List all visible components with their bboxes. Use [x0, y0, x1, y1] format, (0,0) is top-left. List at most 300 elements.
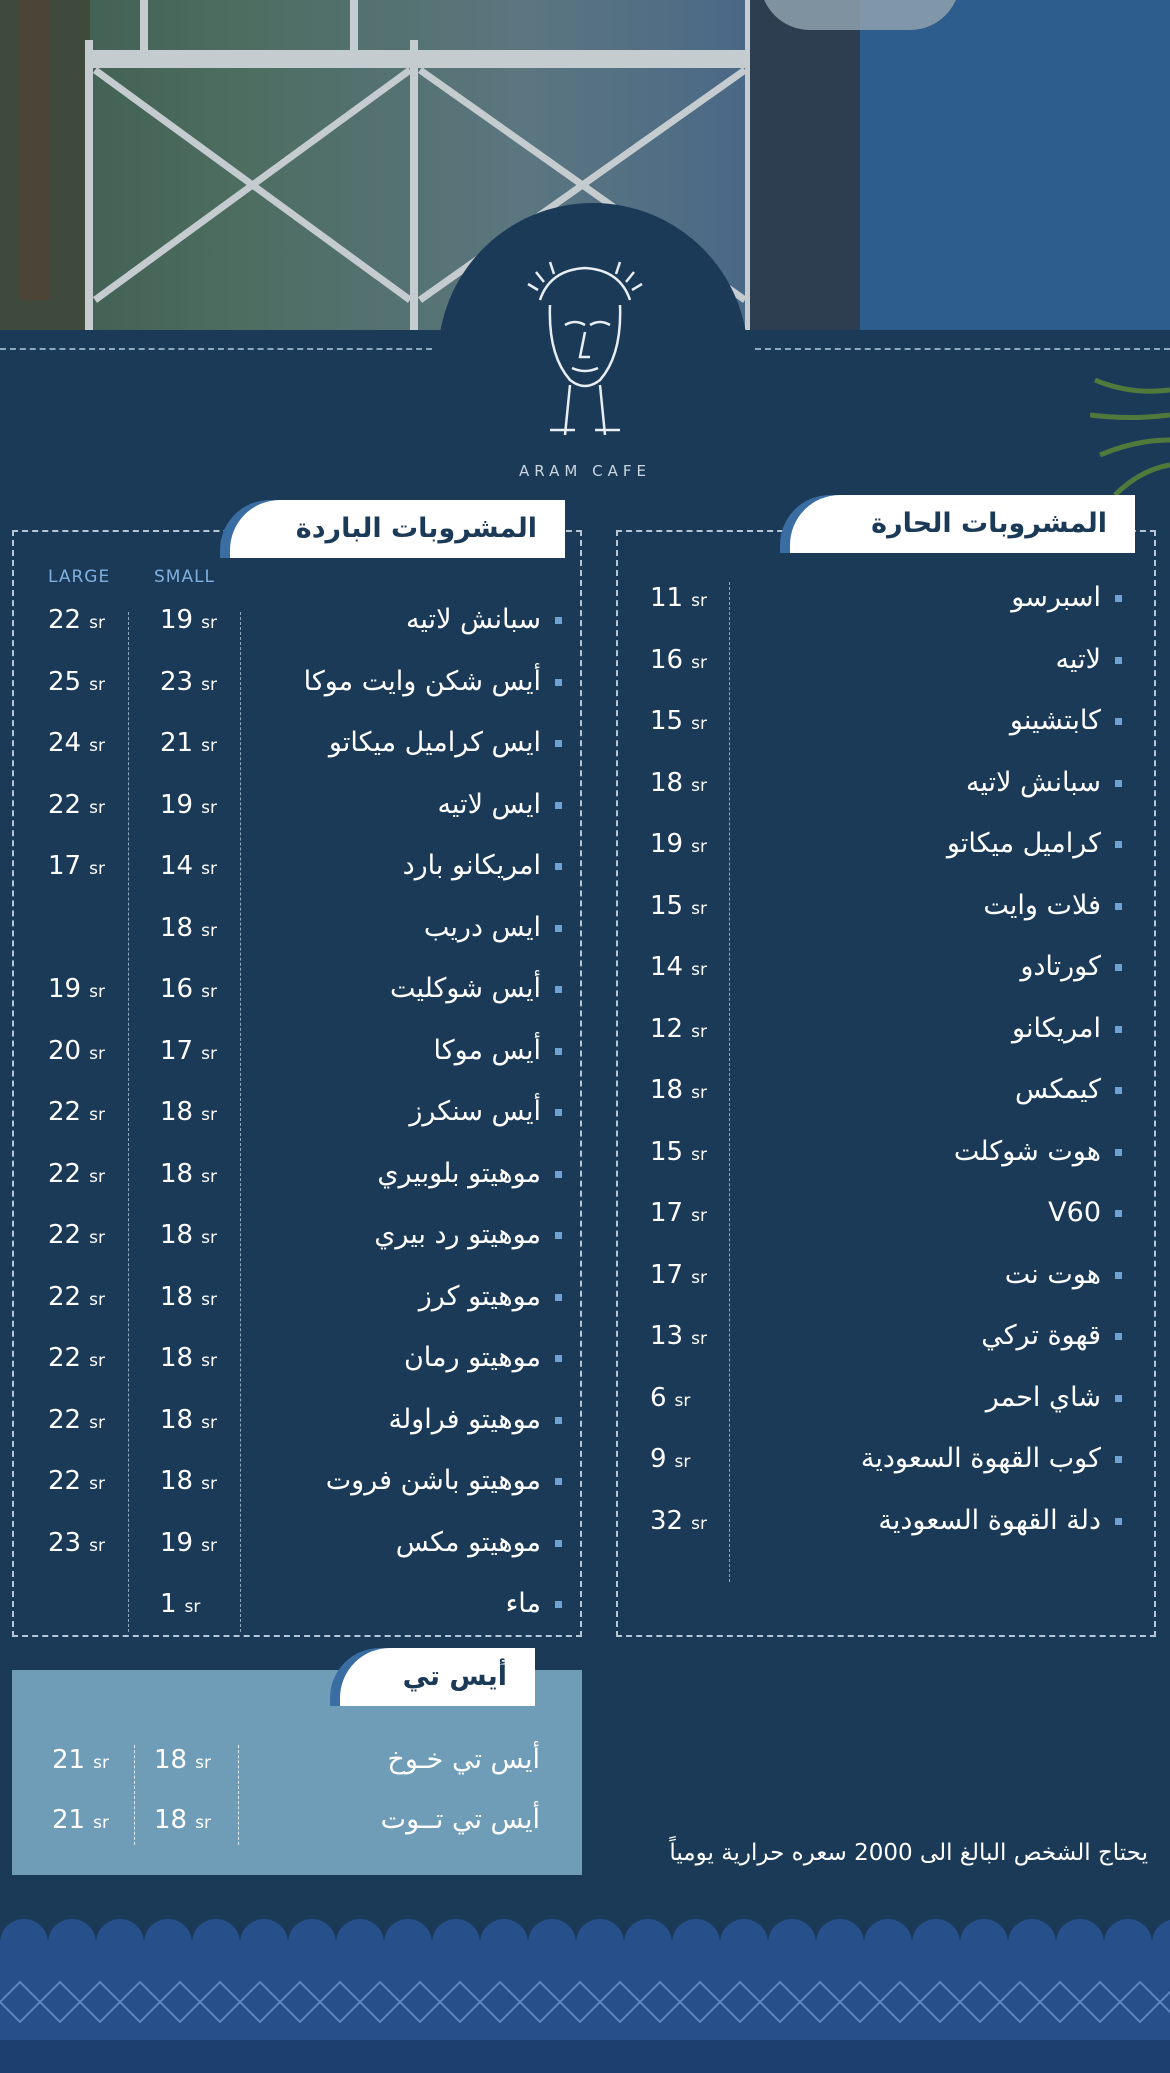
price-number: 15 [650, 1136, 684, 1167]
currency-label: sr [201, 1474, 217, 1494]
menu-item-name [947, 824, 1122, 864]
price-value [650, 1316, 707, 1356]
currency-label: sr [201, 1535, 217, 1556]
price-number: 18 [154, 1745, 188, 1775]
item-label: كورتادو [1020, 951, 1101, 982]
menu-item-name [409, 1092, 562, 1132]
bullet-icon [1115, 780, 1122, 787]
price-value [154, 1740, 211, 1780]
price-number: 18 [160, 1281, 194, 1312]
currency-label: sr [89, 1166, 105, 1187]
menu-item-row [30, 846, 562, 886]
menu-item-name [390, 969, 562, 1009]
price-value [48, 1523, 105, 1563]
menu-item-name [329, 723, 562, 763]
lamp-shade [760, 0, 960, 30]
currency-label: sr [184, 1597, 201, 1617]
menu-item-name [986, 1378, 1122, 1418]
price-value [52, 1740, 109, 1780]
top-divider-right [755, 348, 1170, 350]
price-value [48, 969, 105, 1009]
item-label: اسبرسو [1011, 582, 1101, 613]
menu-item-name [406, 600, 562, 640]
menu-item-name [304, 662, 562, 702]
price-value [160, 1031, 217, 1071]
bullet-icon [555, 679, 562, 686]
item-label: دلة القهوة السعودية [878, 1504, 1101, 1536]
menu-item-row [30, 723, 562, 763]
bullet-icon [1115, 841, 1122, 848]
price-value [52, 1800, 109, 1840]
price-value [48, 1400, 105, 1440]
item-label: كيمكس [1015, 1074, 1101, 1105]
currency-label: sr [89, 982, 105, 1002]
menu-item-row [40, 1740, 540, 1780]
currency-label: sr [691, 1206, 707, 1226]
item-label: كابتشينو [1009, 705, 1101, 736]
bullet-icon [1115, 1210, 1122, 1217]
price-number: 22 [48, 1158, 82, 1189]
price-value [160, 723, 217, 763]
price-value [160, 1461, 217, 1501]
currency-label: sr [691, 837, 707, 857]
menu-item-name [1010, 701, 1122, 741]
price-number: 14 [650, 952, 684, 982]
calorie-note: يحتاج الشخص البالغ الى 2000 سعره حرارية يومياً [669, 1840, 1148, 1866]
bullet-icon [555, 1417, 562, 1424]
menu-item-row [640, 824, 1122, 864]
price-value [48, 1461, 105, 1501]
price-value [160, 785, 217, 825]
price-value [650, 1501, 707, 1541]
bullet-icon [1115, 595, 1122, 602]
menu-item-name: أيس تي تــوت [380, 1804, 540, 1835]
price-number: 14 [160, 851, 194, 881]
menu-item-row [640, 701, 1122, 741]
price-value [48, 785, 105, 825]
currency-label: sr [201, 859, 217, 879]
menu-item-row [640, 640, 1122, 680]
menu-item-row [640, 763, 1122, 803]
price-value [650, 701, 707, 741]
currency-label: sr [89, 1535, 105, 1556]
price-number: 22 [48, 605, 82, 635]
ice-tea-title: أيس تي [340, 1648, 535, 1706]
bullet-icon [555, 1355, 562, 1362]
currency-label: sr [674, 1390, 691, 1411]
currency-label: sr [674, 1452, 691, 1472]
price-number: 18 [160, 1097, 194, 1127]
currency-label: sr [201, 674, 217, 695]
item-label: ايس كراميل ميكاتو [328, 727, 541, 758]
menu-item-name [1015, 1070, 1122, 1110]
footer-pattern-decoration [0, 1962, 1170, 2073]
currency-label: sr [89, 736, 105, 756]
menu-item-row [30, 1215, 562, 1255]
bullet-icon [1115, 903, 1122, 910]
menu-item-row [30, 1523, 562, 1563]
menu-item-row [30, 1584, 562, 1624]
currency-label: sr [691, 652, 707, 673]
price-value [650, 578, 707, 618]
menu-item-row [640, 1193, 1122, 1233]
currency-label: sr [89, 859, 105, 879]
bullet-icon [555, 1048, 562, 1055]
menu-item-row [640, 886, 1122, 926]
price-number: 19 [650, 829, 684, 859]
bullet-icon [555, 1294, 562, 1301]
price-number: 9 [650, 1444, 667, 1474]
currency-label: sr [89, 1228, 105, 1248]
price-number: 17 [650, 1198, 684, 1228]
bullet-icon [555, 1540, 562, 1547]
price-value [160, 1400, 217, 1440]
price-value [650, 1255, 707, 1295]
price-value [160, 1215, 217, 1255]
currency-label: sr [691, 1144, 707, 1165]
bullet-icon [1115, 1456, 1122, 1463]
bullet-icon [555, 802, 562, 809]
menu-item-row [640, 1439, 1122, 1479]
menu-item-row [30, 1031, 562, 1071]
bullet-icon [1115, 1149, 1122, 1156]
currency-label: sr [201, 1351, 217, 1371]
price-value [48, 1215, 105, 1255]
price-value [650, 1193, 707, 1233]
menu-item-row [640, 1378, 1122, 1418]
large-column-header: LARGE [48, 567, 111, 587]
menu-item-row [640, 1501, 1122, 1541]
currency-label: sr [691, 1267, 707, 1288]
currency-label: sr [201, 1412, 217, 1433]
wave-border-decoration [0, 1915, 1170, 1963]
price-value [160, 600, 217, 640]
price-number: 22 [48, 1097, 82, 1127]
currency-label: sr [691, 1329, 707, 1349]
menu-item-row [40, 1800, 540, 1840]
price-number: 15 [650, 890, 684, 921]
item-label: لاتيه [1055, 643, 1101, 675]
menu-item-row [30, 1277, 562, 1317]
price-number: 18 [160, 1466, 194, 1496]
price-value [160, 908, 217, 948]
item-label: أيس شكن وايت موكا [303, 665, 541, 697]
currency-label: sr [201, 1105, 217, 1125]
menu-item-name [1048, 1193, 1122, 1233]
price-value [160, 1154, 217, 1194]
bullet-icon [555, 740, 562, 747]
bullet-icon [1115, 718, 1122, 725]
menu-item-name [1012, 1009, 1122, 1049]
price-number: 18 [160, 1404, 194, 1435]
price-number: 22 [48, 1281, 82, 1312]
price-number: 18 [160, 1343, 194, 1373]
price-value [48, 1277, 105, 1317]
menu-item-name [878, 1501, 1122, 1541]
currency-label: sr [691, 714, 707, 734]
menu-item-name [506, 1584, 562, 1624]
menu-item-name [981, 1316, 1122, 1356]
price-number: 24 [48, 728, 82, 758]
price-value [650, 886, 707, 926]
currency-label: sr [201, 736, 217, 756]
menu-item-name [954, 1132, 1122, 1172]
menu-item-row [30, 969, 562, 1009]
price-number: 17 [650, 1259, 684, 1290]
price-value [48, 600, 105, 640]
bullet-icon [555, 1171, 562, 1178]
price-number: 25 [48, 666, 82, 697]
item-label: امريكانو بارد [402, 850, 541, 881]
item-label: موهيتو رمان [403, 1342, 541, 1373]
price-number: 1 [160, 1589, 177, 1619]
price-number: 19 [160, 1527, 194, 1558]
cold-drinks-title: المشروبات الباردة [230, 500, 565, 558]
price-value [650, 947, 707, 987]
menu-item-name [424, 908, 562, 948]
currency-label: sr [201, 920, 217, 941]
item-label: كراميل ميكاتو [946, 828, 1101, 859]
currency-label: sr [691, 1021, 707, 1042]
menu-item-row [30, 1400, 562, 1440]
menu-item-row [30, 1461, 562, 1501]
price-value [650, 1009, 707, 1049]
currency-label: sr [89, 1474, 105, 1494]
menu-item-name [419, 1277, 562, 1317]
currency-label: sr [93, 1813, 109, 1833]
item-label: موهيتو باشن فروت [325, 1465, 541, 1496]
item-label: امريكانو [1012, 1012, 1101, 1044]
price-value [650, 1132, 707, 1172]
menu-item-name [1011, 578, 1122, 618]
price-number: 21 [52, 1745, 86, 1775]
menu-item-row [30, 1338, 562, 1378]
item-label: شاي احمر [985, 1381, 1101, 1413]
price-value [48, 846, 105, 886]
price-number: 32 [650, 1505, 684, 1536]
hot-drinks-title: المشروبات الحارة [790, 495, 1135, 553]
menu-item-name: أيس تي خـوخ [387, 1744, 540, 1775]
price-value [160, 1584, 200, 1624]
item-label: موهيتو رد بيري [374, 1219, 541, 1250]
menu-item-row [640, 1009, 1122, 1049]
item-label: أيس سنكرز [409, 1096, 541, 1127]
bullet-icon [555, 1109, 562, 1116]
menu-item-name [861, 1439, 1122, 1479]
price-value [48, 1338, 105, 1378]
menu-item-row [30, 785, 562, 825]
price-number: 19 [160, 605, 194, 635]
currency-label: sr [691, 591, 707, 611]
price-number: 15 [650, 706, 684, 736]
item-label: هوت نت [1004, 1258, 1101, 1290]
menu-item-name [983, 886, 1122, 926]
currency-label: sr [89, 1043, 105, 1064]
menu-item-name [388, 1400, 562, 1440]
price-number: 18 [160, 912, 194, 943]
item-label: سبانش لاتيه [965, 766, 1101, 798]
item-label: موهيتو بلوبيري [377, 1157, 541, 1189]
price-value [48, 1154, 105, 1194]
item-label: ماء [505, 1588, 541, 1619]
price-value [160, 1338, 217, 1378]
price-value [160, 662, 217, 702]
menu-item-name [404, 1338, 562, 1378]
item-label: هوت شوكلت [953, 1135, 1101, 1167]
menu-item-name [966, 763, 1122, 803]
bullet-icon [1115, 1333, 1122, 1340]
currency-label: sr [201, 613, 217, 633]
currency-label: sr [195, 1813, 211, 1833]
bullet-icon [555, 1601, 562, 1608]
price-number: 21 [160, 728, 194, 758]
bullet-icon [555, 1478, 562, 1485]
logo-wordmark: ARAM CAFE [519, 462, 651, 480]
currency-label: sr [691, 1083, 707, 1103]
bullet-icon [555, 617, 562, 624]
bullet-icon [1115, 1026, 1122, 1033]
menu-item-row [640, 1070, 1122, 1110]
item-label: موهيتو مكس [395, 1526, 541, 1558]
price-number: 23 [160, 666, 194, 697]
item-label: V60 [1048, 1197, 1101, 1228]
bullet-icon [1115, 964, 1122, 971]
price-number: 22 [48, 1343, 82, 1373]
price-number: 17 [160, 1035, 194, 1066]
price-value [650, 1378, 690, 1418]
currency-label: sr [691, 775, 707, 796]
price-number: 22 [48, 1466, 82, 1496]
menu-item-row [640, 947, 1122, 987]
menu-item-name [433, 1031, 562, 1071]
menu-item-name [374, 1215, 562, 1255]
menu-item-name [326, 1461, 562, 1501]
item-label: فلات وايت [983, 889, 1101, 921]
bullet-icon [1115, 657, 1122, 664]
menu-item-row [30, 1092, 562, 1132]
price-value [650, 763, 707, 803]
currency-label: sr [89, 797, 105, 818]
currency-label: sr [89, 613, 105, 633]
currency-label: sr [691, 960, 707, 980]
price-value [160, 969, 217, 1009]
currency-label: sr [201, 797, 217, 818]
price-value [48, 662, 105, 702]
bullet-icon [1115, 1395, 1122, 1402]
price-value [160, 1277, 217, 1317]
bullet-icon [555, 925, 562, 932]
price-value [48, 723, 105, 763]
menu-item-name [403, 846, 562, 886]
item-label: موهيتو كرز [418, 1280, 541, 1312]
menu-item-name [1020, 947, 1122, 987]
price-number: 20 [48, 1035, 82, 1066]
menu-item-row [640, 1255, 1122, 1295]
price-number: 18 [160, 1220, 194, 1250]
price-number: 23 [48, 1527, 82, 1558]
currency-label: sr [201, 1228, 217, 1248]
item-label: موهيتو فراولة [388, 1403, 541, 1435]
price-number: 18 [650, 767, 684, 798]
currency-label: sr [89, 1105, 105, 1125]
currency-label: sr [201, 1289, 217, 1310]
price-value [650, 824, 707, 864]
menu-item-name [437, 785, 562, 825]
menu-item-name [396, 1523, 562, 1563]
item-label: قهوة تركي [981, 1320, 1101, 1351]
menu-item-name [1005, 1255, 1122, 1295]
price-number: 17 [48, 851, 82, 881]
price-value [48, 1092, 105, 1132]
price-value [160, 1523, 217, 1563]
bullet-icon [555, 863, 562, 870]
price-number: 21 [52, 1805, 86, 1835]
price-number: 18 [160, 1158, 194, 1189]
item-label: ايس دريب [423, 911, 541, 943]
bullet-icon [555, 986, 562, 993]
currency-label: sr [89, 674, 105, 695]
price-value [160, 1092, 217, 1132]
price-number: 11 [650, 583, 684, 613]
menu-item-row [640, 1132, 1122, 1172]
currency-label: sr [201, 1166, 217, 1187]
item-label: كوب القهوة السعودية [860, 1443, 1101, 1474]
currency-label: sr [201, 1043, 217, 1064]
bullet-icon [1115, 1272, 1122, 1279]
price-value [48, 1031, 105, 1071]
price-number: 6 [650, 1382, 667, 1413]
currency-label: sr [691, 898, 707, 919]
price-value [160, 846, 217, 886]
price-value [650, 1070, 707, 1110]
menu-item-name [377, 1154, 562, 1194]
price-value [650, 640, 707, 680]
menu-item-row [30, 908, 562, 948]
item-label: ايس لاتيه [437, 788, 541, 820]
price-value [650, 1439, 690, 1479]
currency-label: sr [89, 1412, 105, 1433]
price-number: 19 [48, 974, 82, 1004]
menu-item-row [30, 662, 562, 702]
currency-label: sr [89, 1351, 105, 1371]
price-number: 22 [48, 1404, 82, 1435]
price-number: 13 [650, 1321, 684, 1351]
item-label: أيس شوكليت [389, 973, 541, 1004]
price-number: 12 [650, 1013, 684, 1044]
price-number: 16 [160, 974, 194, 1004]
currency-label: sr [89, 1289, 105, 1310]
item-label: سبانش لاتيه [405, 604, 541, 635]
currency-label: sr [691, 1513, 707, 1534]
price-number: 18 [650, 1075, 684, 1105]
currency-label: sr [93, 1753, 109, 1773]
currency-label: sr [201, 982, 217, 1002]
price-number: 22 [48, 789, 82, 820]
bullet-icon [1115, 1087, 1122, 1094]
price-number: 19 [160, 789, 194, 820]
small-column-header: SMALL [154, 567, 216, 587]
bullet-icon [1115, 1518, 1122, 1525]
menu-item-row [640, 578, 1122, 618]
price-number: 18 [154, 1805, 188, 1835]
menu-item-row [640, 1316, 1122, 1356]
price-value [154, 1800, 211, 1840]
bullet-icon [555, 1232, 562, 1239]
logo-face-icon [510, 260, 660, 440]
menu-item-row [30, 600, 562, 640]
price-number: 22 [48, 1220, 82, 1250]
top-divider-left [0, 348, 432, 350]
